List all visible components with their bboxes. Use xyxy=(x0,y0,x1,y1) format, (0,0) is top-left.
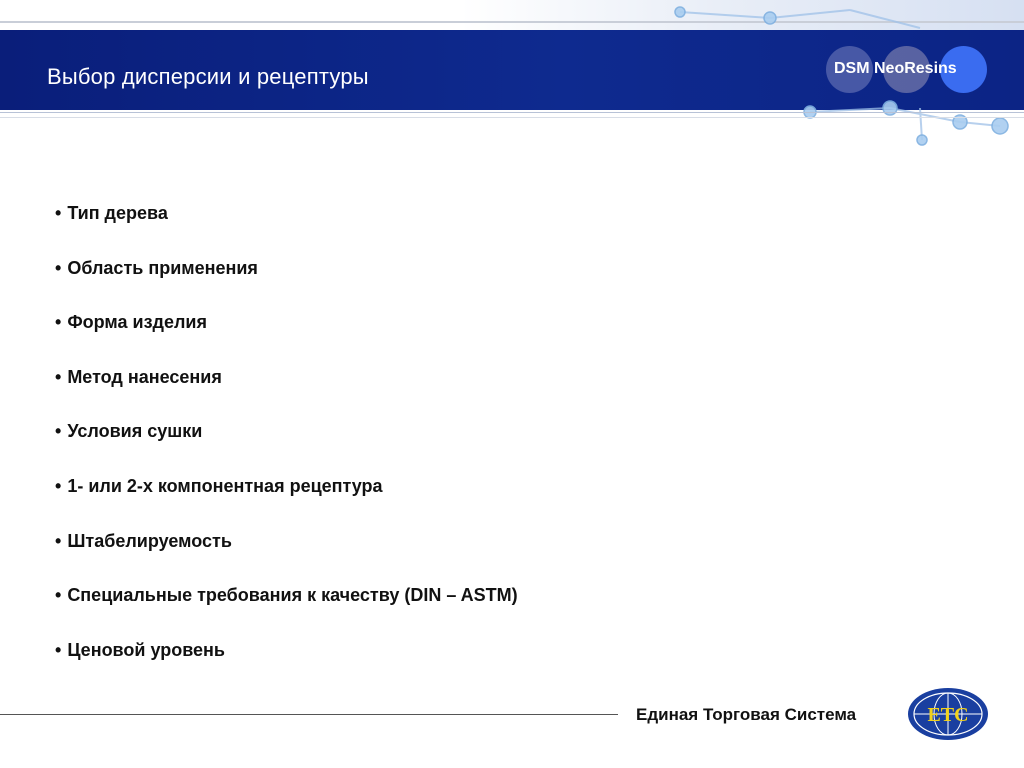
page-title: Выбор дисперсии и рецептуры xyxy=(47,64,369,89)
list-item: • 1- или 2-х компонентная рецептура xyxy=(55,475,383,496)
list-item: • Специальные требования к качеству (DIN – ASTM) xyxy=(55,585,518,606)
criteria-list xyxy=(55,200,518,691)
list-item: • Метод нанесения xyxy=(55,366,222,387)
company-logo xyxy=(906,686,990,742)
list-item: • Тип дерева xyxy=(55,203,168,223)
footer-divider xyxy=(0,714,618,715)
list-item: • Область применения xyxy=(55,257,258,278)
logo-letters: ЕТС xyxy=(927,704,969,726)
list-item: • Ценовой уровень xyxy=(55,639,225,660)
brand-logo xyxy=(826,46,992,94)
list-item: • Форма изделия xyxy=(55,312,207,333)
company-name: Единая Торговая Система xyxy=(636,705,857,724)
list-item: • Штабелируемость xyxy=(55,530,232,551)
header-underlines xyxy=(0,112,1024,118)
list-item: • Условия сушки xyxy=(55,421,203,442)
brand-name: DSM NeoResins xyxy=(834,60,957,77)
